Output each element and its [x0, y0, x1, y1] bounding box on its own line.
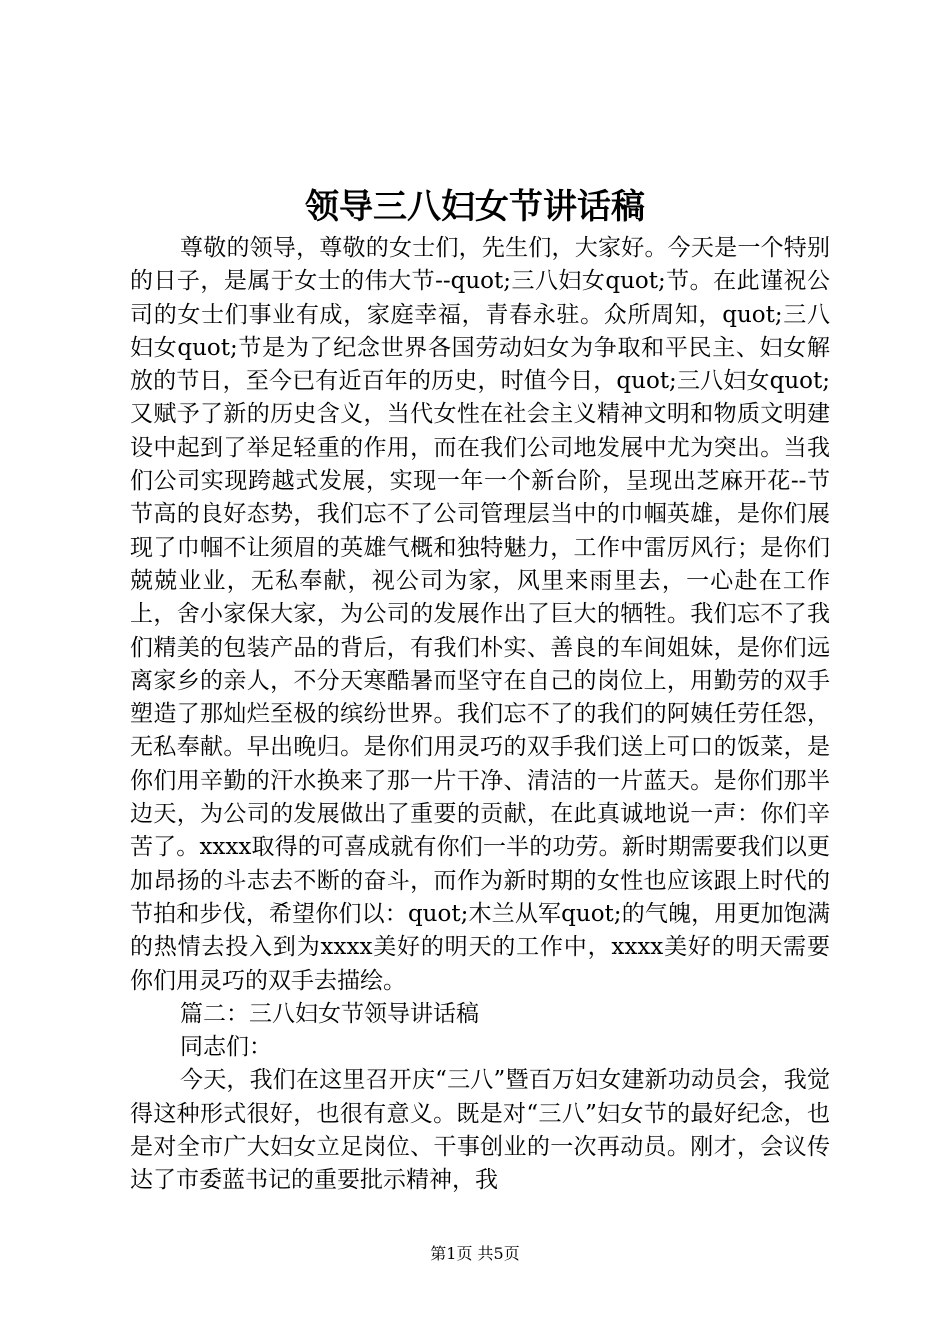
body-paragraph: 今天，我们在这里召开庆“三八”暨百万妇女建新功动员会，我觉得这种形式很好，也很有意义。既是对“三八”妇女节的最好纪念，也是对全市广大妇女立足岗位、干事创业的一次再动员。刚才，会议传达了市委蓝书记的重要批示精神，我	[130, 1067, 830, 1194]
page-footer: 第1页 共5页	[430, 1244, 520, 1263]
body-paragraph: 尊敬的领导，尊敬的女士们，先生们，大家好。今天是一个特别的日子，是属于女士的伟大节--quot;三八妇女quot;节。在此谨祝公司的女士们事业有成，家庭幸福，青春永驻。众所周知，quot;三八妇女quot;节是为了纪念世界各国劳动妇女为争取和平民主、妇女解放的节日，至今已有近百年的历史，时值今日，quot;三八妇女quot;又赋予了新的历史含义，当代女性在社会主义精神文明和物质文明建设中起到了举足轻重的作用，而在我们公司地发展中尤为突出。当我们公司实现跨越式发展，实现一年一个新台阶，呈现出芝麻开花--节节高的良好态势，我们忘不了公司管理层当中的巾帼英雄，是你们展现了巾帼不让须眉的英雄气概和独特魅力，工作中雷厉风行；是你们兢兢业业，无私奉献，视公司为家，风里来雨里去，一心赴在工作上，舍小家保大家，为公司的发展作出了巨大的牺牲。我们忘不了我们精美的包装产品的背后，有我们朴实、善良的车间姐妹，是你们远离家乡的亲人，不分天寒酷暑而坚守在自己的岗位上，用勤劳的双手塑造了那灿烂至极的缤纷世界。我们忘不了的我们的阿姨任劳任怨，无私奉献。早出晚归。是你们用灵巧的双手我们送上可口的饭菜，是你们用辛勤的汗水换来了那一片干净、清洁的一片蓝天。是你们那半边天，为公司的发展做出了重要的贡献，在此真诚地说一声：你们辛苦了。xxxx取得的可喜成就有你们一半的功劳。新时期需要我们以更加昂扬的斗志去不断的奋斗，而作为新时期的女性也应该跟上时代的节拍和步伐，希望你们以：quot;木兰从军quot;的气魄，用更加饱满的热情去投入到为xxxx美好的明天的工作中，xxxx美好的明天需要你们用灵巧的双手去描绘。	[130, 235, 830, 994]
document-body	[130, 232, 830, 1198]
document-title: 领导三八妇女节讲话稿	[305, 187, 645, 227]
salutation: 同志们：	[180, 1034, 272, 1061]
section-heading: 篇二：三八妇女节领导讲话稿	[180, 1000, 479, 1027]
